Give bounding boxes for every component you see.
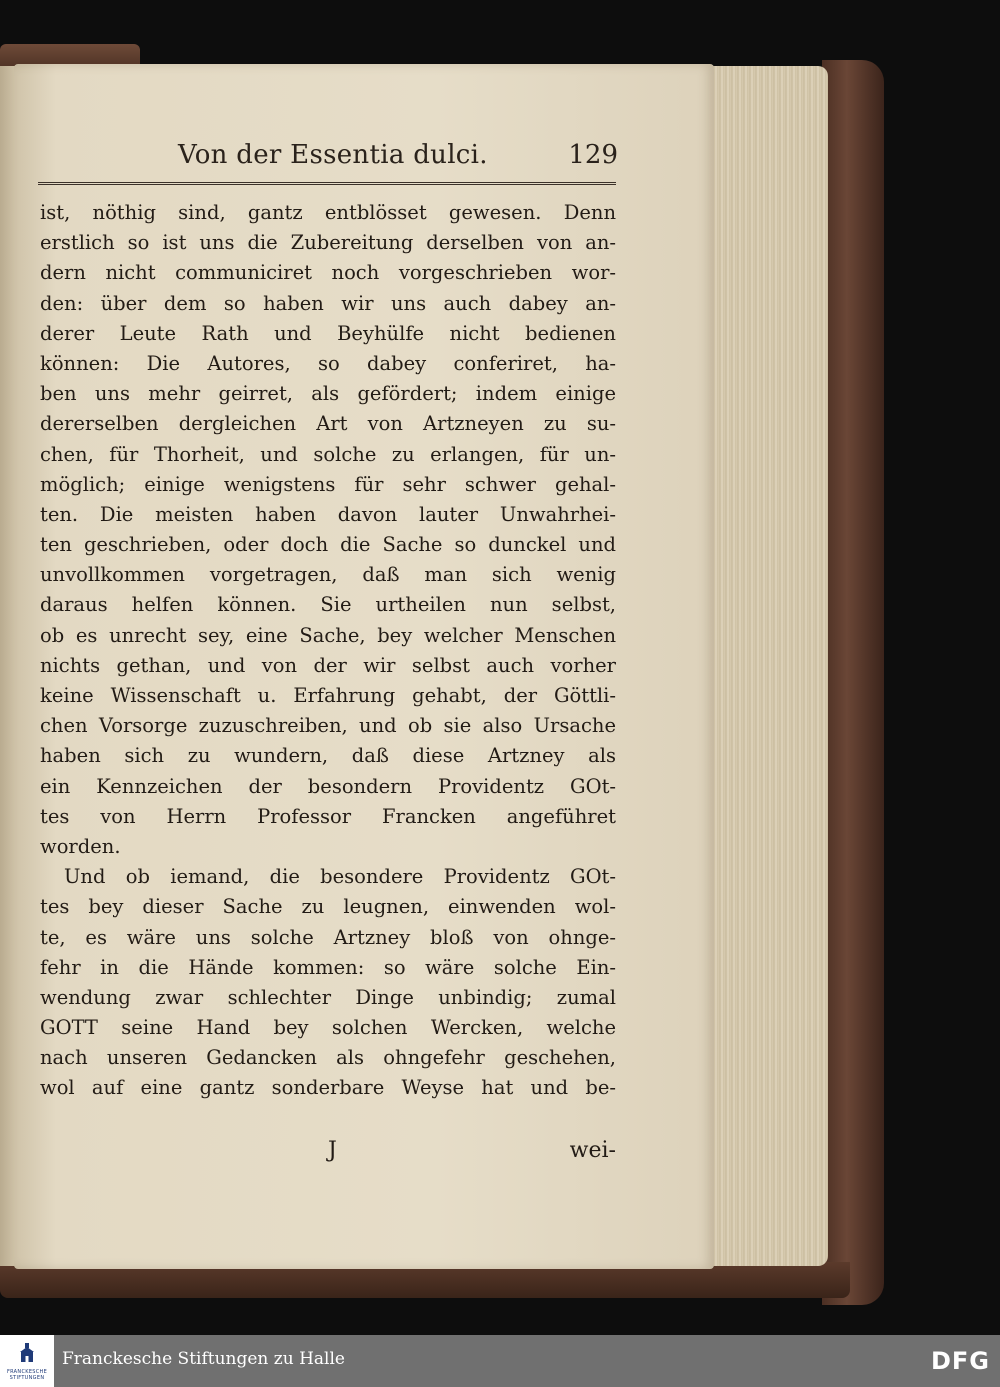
text-line: ten geschrieben, oder doch die Sache so dunckel und: [40, 533, 616, 557]
page-number: 129: [568, 140, 618, 170]
text-line: ben uns mehr geirret, als gefördert; indem einige: [40, 382, 616, 406]
catchword: wei-: [569, 1138, 616, 1163]
text-line: ein Kennzeichen der besondern Providentz GOt-: [40, 774, 616, 798]
text-line: den: über dem so haben wir uns auch dabey an-: [40, 291, 616, 315]
text-line: erstlich so ist uns die Zubereitung derselben von an-: [40, 231, 616, 255]
text-line: können: Die Autores, so dabey conferiret, ha-: [40, 351, 616, 375]
text-line: nach unseren Gedancken als ohngefehr geschehen,: [40, 1046, 616, 1070]
text-line: wol auf eine gantz sonderbare Weyse hat und be-: [40, 1076, 616, 1100]
logo-lettering: FRANCKESCHE STIFTUNGEN: [6, 1369, 48, 1381]
text-line: worden.: [40, 834, 121, 858]
text-line: fehr in die Hände kommen: so wäre solche Ein-: [40, 955, 616, 979]
text-line: tes bey dieser Sache zu leugnen, einwenden wol-: [40, 895, 616, 919]
text-line: GOTT seine Hand bey solchen Wercken, welche: [40, 1016, 616, 1040]
viewer-footer-bar: [0, 1335, 1000, 1387]
dfg-logo[interactable]: DFG: [930, 1347, 990, 1375]
text-line: ob es unrecht sey, eine Sache, bey welcher Menschen: [40, 623, 616, 647]
header-rule: [38, 182, 616, 185]
book-cover-right-edge: [822, 60, 884, 1305]
text-line: möglich; einige wenigstens für sehr schwer gehal-: [40, 472, 616, 496]
text-line: chen Vorsorge zuzuschreiben, und ob sie also Ursache: [40, 714, 616, 738]
building-icon: [19, 1343, 35, 1363]
institution-name: Franckesche Stiftungen zu Halle: [62, 1349, 345, 1369]
text-line: dern nicht communiciret noch vorgeschrieben wor-: [40, 261, 616, 285]
page-stack-edge: [700, 66, 828, 1266]
text-line: derer Leute Rath und Beyhülfe nicht bedienen: [40, 321, 616, 345]
text-line: wendung zwar schlechter Dinge unbindig; zumal: [40, 985, 616, 1009]
text-line: ten. Die meisten haben davon lauter Unwahrhei-: [40, 502, 616, 526]
text-line: chen, für Thorheit, und solche zu erlangen, für un-: [40, 442, 616, 466]
text-line: unvollkommen vorgetragen, daß man sich wenig: [40, 563, 616, 587]
text-line: daraus helfen können. Sie urtheilen nun selbst,: [40, 593, 616, 617]
text-line: te, es wäre uns solche Artzney bloß von ohnge-: [40, 925, 616, 949]
franckesche-stiftungen-logo[interactable]: [0, 1335, 54, 1387]
text-line: nichts gethan, und von der wir selbst auch vorher: [40, 653, 616, 677]
text-line: keine Wissenschaft u. Erfahrung gehabt, der Göttli-: [40, 684, 616, 707]
page-footer-line: [40, 1138, 616, 1170]
text-line: ist, nöthig sind, gantz entblösset gewesen. Denn: [40, 201, 616, 224]
text-line: Und ob iemand, die besondere Providentz GOt-: [64, 865, 616, 889]
text-line: tes von Herrn Professor Francken angeführet: [40, 804, 616, 828]
running-title: Von der Essentia dulci.: [178, 140, 488, 170]
text-line: haben sich zu wundern, daß diese Artzney als: [40, 744, 616, 768]
page-header: [38, 140, 618, 174]
signature-mark: J: [328, 1138, 337, 1163]
page-body-text: [40, 198, 616, 1104]
text-line: dererselben dergleichen Art von Artzneyen zu su-: [40, 412, 616, 436]
